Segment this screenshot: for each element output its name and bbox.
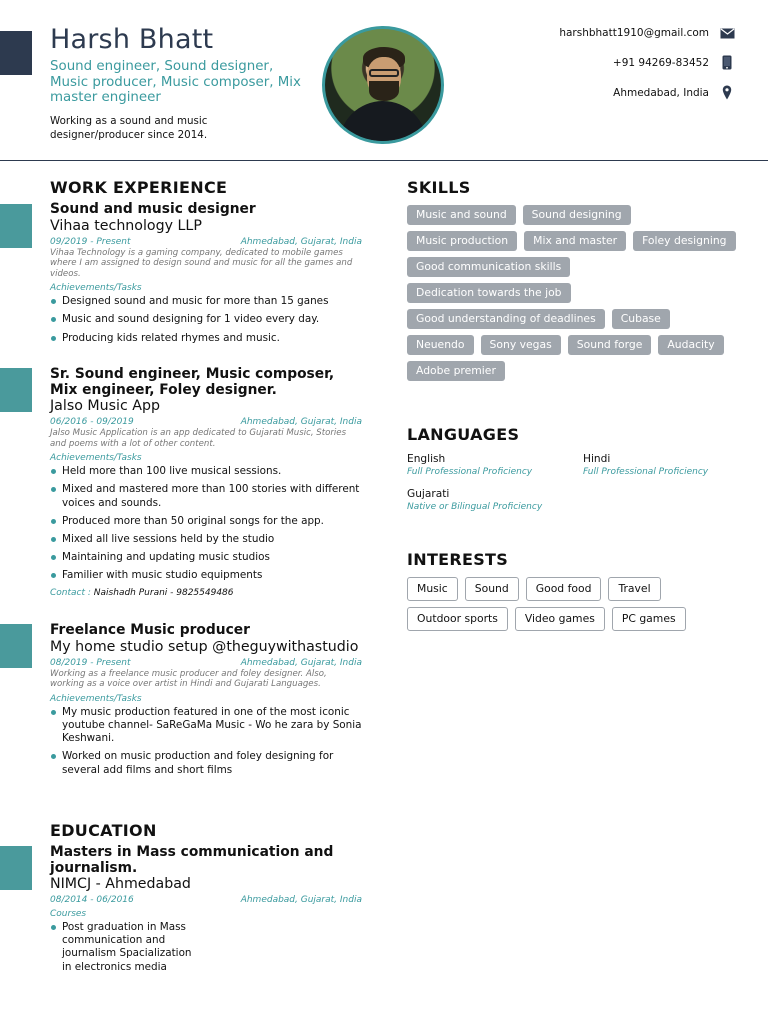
job-meta xyxy=(50,658,362,668)
achievement-item: Music and sound designing for 1 video every day. xyxy=(50,313,362,326)
skill-tag: Sony vegas xyxy=(481,335,561,355)
language-item xyxy=(583,453,708,477)
job-dates: 09/2019 - Present xyxy=(50,236,131,247)
job-accent-block xyxy=(0,204,32,248)
skill-tag: Mix and master xyxy=(524,231,626,251)
language-name: English xyxy=(407,453,446,465)
profile-photo xyxy=(322,26,444,144)
interest-tag: Music xyxy=(407,577,458,601)
interests-title: INTERESTS xyxy=(407,550,509,569)
interests-list xyxy=(407,577,727,631)
interest-tag: Outdoor sports xyxy=(407,607,508,631)
course-item: Post graduation in Mass communication and journalism Spacialization in electronics media xyxy=(50,921,200,974)
languages-title: LANGUAGES xyxy=(407,425,520,444)
candidate-subtitle: Sound engineer, Sound designer, Music producer, Music composer, Mix master engineer xyxy=(50,59,301,106)
reference-label: Contact : xyxy=(50,587,91,598)
phone-icon xyxy=(719,55,735,70)
education-location: Ahmedabad, Gujarat, India xyxy=(240,895,362,905)
header-divider xyxy=(0,160,768,161)
job-title: Sr. Sound engineer, Music composer, Mix engineer, Foley designer. xyxy=(50,366,335,398)
language-name: Gujarati xyxy=(407,488,450,500)
job-description: Jalso Music Application is an app dedicated to Gujarati Music, Stories and poems with a lot of other content. xyxy=(50,428,347,449)
language-name: Hindi xyxy=(583,453,611,465)
achievement-item: Mixed all live sessions held by the studio xyxy=(50,533,362,546)
achievement-item: Producing kids related rhymes and music. xyxy=(50,332,362,345)
job-title: Sound and music designer xyxy=(50,201,256,217)
education-dates: 08/2014 - 06/2016 xyxy=(50,895,134,905)
job-entry xyxy=(50,623,362,782)
education-meta xyxy=(50,895,362,905)
interest-tag: Good food xyxy=(526,577,602,601)
achievement-item: Produced more than 50 original songs for the app. xyxy=(50,515,362,528)
language-level: Native or Bilingual Proficiency xyxy=(407,502,543,512)
skill-tag: Audacity xyxy=(658,335,723,355)
achievements-label: Achievements/Tasks xyxy=(50,693,142,704)
skill-tag: Cubase xyxy=(612,309,670,329)
contact-phone[interactable] xyxy=(613,55,735,70)
achievement-item: My music production featured in one of the most iconic youtube channel- SaReGaMa Music - Wo he zara by Sonia Keshwani. xyxy=(50,706,362,746)
reference-contact xyxy=(50,588,362,598)
job-description: Vihaa Technology is a gaming company, dedicated to mobile games where I am assigned to design sound and music for all the games and videos. xyxy=(50,247,353,279)
job-company: Vihaa technology LLP xyxy=(50,217,202,234)
skills-list xyxy=(407,205,737,387)
contact-email[interactable] xyxy=(559,27,735,39)
degree-title: Masters in Mass communication and journalism. xyxy=(50,844,334,876)
achievements-label: Achievements/Tasks xyxy=(50,283,142,294)
job-dates: 06/2016 - 09/2019 xyxy=(50,417,134,427)
job-accent-block xyxy=(0,624,32,668)
school-name: NIMCJ - Ahmedabad xyxy=(50,876,191,892)
achievement-item: Maintaining and updating music studios xyxy=(50,551,362,564)
achievement-item: Worked on music production and foley designing for several add films and short films xyxy=(50,750,362,776)
achievement-list xyxy=(50,295,362,345)
job-accent-block xyxy=(0,368,32,412)
job-company: My home studio setup @theguywithastudio xyxy=(50,638,359,655)
email-text: harshbhatt1910@gmail.com xyxy=(559,27,709,39)
interest-tag: Video games xyxy=(515,607,605,631)
job-location: Ahmedabad, Gujarat, India xyxy=(240,236,362,247)
achievement-item: Familier with music studio equipments xyxy=(50,569,362,582)
skill-tag: Foley designing xyxy=(633,231,735,251)
skill-tag: Music and sound xyxy=(407,205,516,225)
reference-value: Naishadh Purani - 9825549486 xyxy=(93,587,234,598)
job-title: Freelance Music producer xyxy=(50,622,250,638)
job-location: Ahmedabad, Gujarat, India xyxy=(240,417,362,427)
interest-tag: Travel xyxy=(608,577,660,601)
job-entry xyxy=(50,367,362,598)
skill-tag: Good understanding of deadlines xyxy=(407,309,605,329)
candidate-summary: Working as a sound and music designer/producer since 2014. xyxy=(50,115,208,141)
location-pin-icon xyxy=(719,85,735,100)
achievement-item: Held more than 100 live musical sessions. xyxy=(50,465,362,478)
language-item xyxy=(407,453,532,477)
skills-title: SKILLS xyxy=(407,178,471,197)
courses-list xyxy=(50,921,200,974)
header-accent-block xyxy=(0,31,32,75)
job-meta xyxy=(50,237,362,247)
courses-label: Courses xyxy=(50,909,87,919)
achievement-list xyxy=(50,706,362,777)
job-description: Working as a freelance music producer and foley designer. Also, working as a voice over artist in Hindi and Gujarati Languages. xyxy=(50,668,327,690)
skill-tag: Dedication towards the job xyxy=(407,283,571,303)
job-meta xyxy=(50,417,362,427)
achievement-item: Designed sound and music for more than 15 ganes xyxy=(50,295,362,308)
language-level: Full Professional Proficiency xyxy=(407,467,533,477)
location-text: Ahmedabad, India xyxy=(613,86,709,99)
job-location: Ahmedabad, Gujarat, India xyxy=(240,657,362,668)
education-accent-block xyxy=(0,846,32,890)
job-company: Jalso Music App xyxy=(50,398,160,414)
phone-text: +91 94269-83452 xyxy=(612,56,709,69)
language-level: Full Professional Proficiency xyxy=(583,467,709,477)
job-entry xyxy=(50,202,362,350)
skill-tag: Music production xyxy=(407,231,517,251)
skill-tag: Good communication skills xyxy=(407,257,570,277)
achievement-list xyxy=(50,465,362,582)
work-experience-title: WORK EXPERIENCE xyxy=(50,178,228,197)
education-entry xyxy=(50,845,362,979)
interest-tag: Sound xyxy=(465,577,519,601)
skill-tag: Sound forge xyxy=(568,335,652,355)
skill-tag: Adobe premier xyxy=(407,361,505,381)
achievements-label: Achievements/Tasks xyxy=(50,453,142,464)
interest-tag: PC games xyxy=(612,607,686,631)
skill-tag: Sound designing xyxy=(523,205,631,225)
contact-location xyxy=(613,85,735,100)
envelope-icon xyxy=(719,28,735,39)
skill-tag: Neuendo xyxy=(407,335,474,355)
candidate-name: Harsh Bhatt xyxy=(50,24,214,55)
job-dates: 08/2019 - Present xyxy=(50,657,131,668)
achievement-item: Mixed and mastered more than 100 stories with different voices and sounds. xyxy=(50,483,362,509)
language-item xyxy=(407,488,542,512)
education-title: EDUCATION xyxy=(50,821,157,840)
